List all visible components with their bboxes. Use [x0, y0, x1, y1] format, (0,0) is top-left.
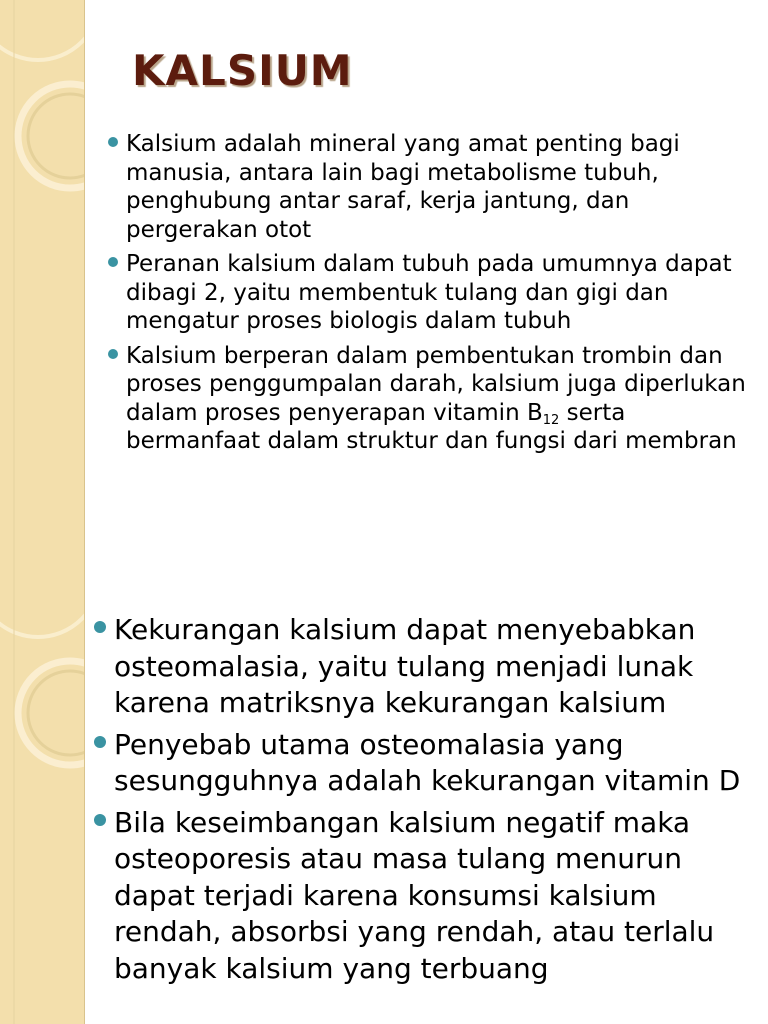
- bullet-item: [106, 342, 746, 456]
- bullet-item: [92, 727, 760, 800]
- bullet-item: [106, 130, 746, 244]
- subscript-12: 12: [542, 412, 560, 428]
- bullet-text-start: Kalsium berperan dalam pembentukan trombin dan proses penggumpalan darah, kalsium juga diperlukan dalam proses penyerapan vitamin B: [126, 342, 746, 426]
- bullet-dot-icon: [94, 621, 106, 633]
- ring-ornament-icon: [0, 577, 84, 1024]
- decorative-sidebar: [0, 0, 85, 577]
- bullet-text: Penyebab utama osteomalasia yang sesungguhnya adalah kekurangan vitamin D: [114, 727, 741, 797]
- bullet-item: [106, 250, 746, 336]
- slide-2: [0, 577, 768, 1024]
- bullet-dot-icon: [108, 137, 118, 147]
- bullet-dot-icon: [108, 349, 118, 359]
- bullet-dot-icon: [108, 257, 118, 267]
- decorative-sidebar: [0, 577, 85, 1024]
- bullet-dot-icon: [94, 814, 106, 826]
- bullet-text: Peranan kalsium dalam tubuh pada umumnya dapat dibagi 2, yaitu membentuk tulang dan gigi dan mengatur proses biologis dalam tubuh: [126, 251, 732, 334]
- ring-ornament-icon: [0, 0, 84, 577]
- bullet-text: Kekurangan kalsium dapat menyebabkan osteomalasia, yaitu tulang menjadi lunak karena matriksnya kekurangan kalsium: [114, 613, 696, 719]
- slide-title: KALSIUM: [132, 46, 353, 95]
- bullet-list: [92, 612, 760, 992]
- bullet-text: Bila keseimbangan kalsium negatif maka osteoporesis atau masa tulang menurun dapat terjadi karena konsumsi kalsium rendah, absorbsi yang rendah, atau terlalu banyak kalsium yang terbuang: [114, 805, 715, 985]
- bullet-list: [106, 130, 746, 462]
- bullet-item: [92, 805, 760, 988]
- bullet-text-end: serta bermanfaat dalam struktur dan fungsi dari membran: [126, 399, 737, 454]
- bullet-dot-icon: [94, 736, 106, 748]
- bullet-text: Kalsium adalah mineral yang amat penting bagi manusia, antara lain bagi metabolisme tubuh, penghubung antar saraf, kerja jantung, dan pergerakan otot: [126, 131, 680, 243]
- bullet-item: [92, 612, 760, 722]
